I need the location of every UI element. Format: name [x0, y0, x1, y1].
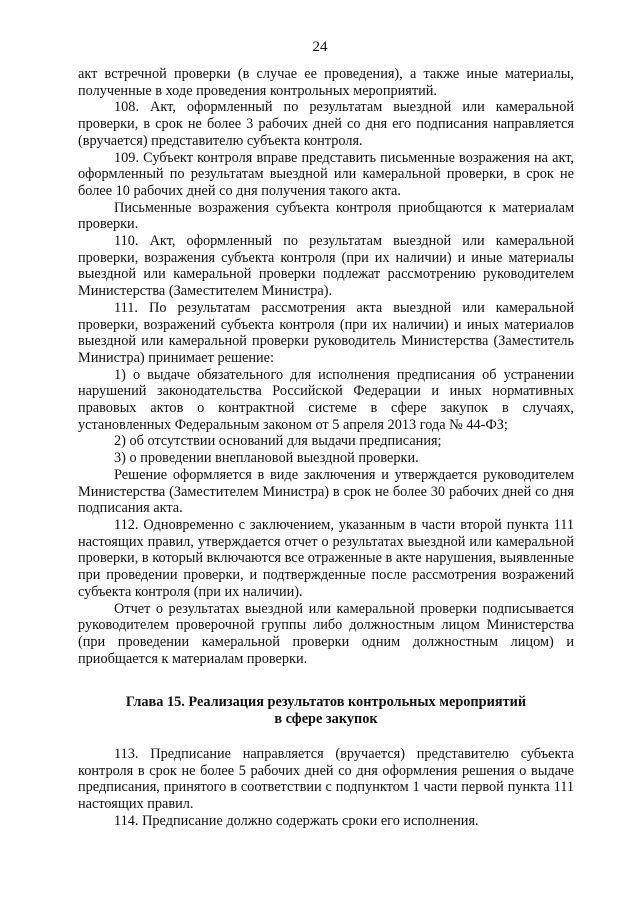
paragraph-111-item-1: 1) о выдаче обязательного для исполнения предписания об устранении нарушений законодательства Российской Федерации и иных нормативных правовых актов о контрактной системе в сфере закупок в случаях, установленных Федеральным законом от 5 апреля 2013 года № 44-ФЗ;: [78, 366, 574, 433]
paragraph-109: 109. Субъект контроля вправе представить письменные возражения на акт, оформленный по результатам выездной или камеральной проверки, в срок не более 10 рабочих дней со дня получения такого акта.: [78, 149, 574, 199]
paragraph-111-decision: Решение оформляется в виде заключения и утверждается руководителем Министерства (Заместителем Министра) в срок не более 30 рабочих дней со дня подписания акта.: [78, 466, 574, 517]
paragraph-109-objections: Письменные возражения субъекта контроля приобщаются к материалам проверки.: [78, 199, 574, 233]
paragraph-111-item-3: 3) о проведении внеплановой выездной проверки.: [114, 450, 419, 467]
paragraph-112-report: Отчет о результатах выездной или камеральной проверки подписывается руководителем проверочной группы либо должностным лицом Министерства (при проведении камеральной проверки одним должностным лицом) и приобщается к материалам проверки.: [78, 600, 574, 667]
body-text-upper: [78, 66, 574, 667]
paragraph-108: 108. Акт, оформленный по результатам выездной или камеральной проверки, в срок не более 3 рабочих дней со дня его подписания направляется (вручается) представителю субъекта контроля.: [78, 99, 574, 149]
paragraph-continuation: акт встречной проверки (в случае ее проведения), а также иные материалы, полученные в ходе проведения контрольных мероприятий.: [78, 66, 574, 99]
paragraph-112: 112. Одновременно с заключением, указанным в части второй пункта 111 настоящих правил, утверждается отчет о результатах выездной или камеральной проверки, в который включаются все отраженные в акте нарушения, выявленные при проведении проверки, и подтвержденные после рассмотрения возражений субъекта контроля (при их наличии).: [78, 516, 574, 600]
paragraph-111: 111. По результатам рассмотрения акта выездной или камеральной проверки, возражений субъекта контроля (при их наличии) и иных материалов выездной или камеральной проверки руководитель Министерства (Заместитель Министра) принимает решение:: [78, 299, 574, 366]
chapter-heading-line-1: Глава 15. Реализация результатов контрольных мероприятий: [125, 694, 527, 710]
paragraph-111-item-2: 2) об отсутствии оснований для выдачи предписания;: [114, 433, 442, 450]
paragraph-110: 110. Акт, оформленный по результатам выездной или камеральной проверки, возражения субъекта контроля (при их наличии) и иные материалы выездной или камеральной проверки подлежат рассмотрению руководителем Министерства (Заместителем Министра).: [78, 233, 574, 300]
paragraph-113: 113. Предписание направляется (вручается) представителю субъекта контроля в срок не более 5 рабочих дней со дня оформления решения о выдаче предписания, принятого в соответствии с подпунктом 1 части первой пункта 111 настоящих правил.: [78, 746, 574, 813]
body-text-lower: [78, 746, 574, 830]
page-number: 24: [312, 39, 328, 55]
chapter-heading-line-2: в сфере закупок: [274, 710, 378, 727]
paragraph-114: 114. Предписание должно содержать сроки его исполнения.: [114, 812, 479, 829]
chapter-heading: [78, 694, 574, 727]
